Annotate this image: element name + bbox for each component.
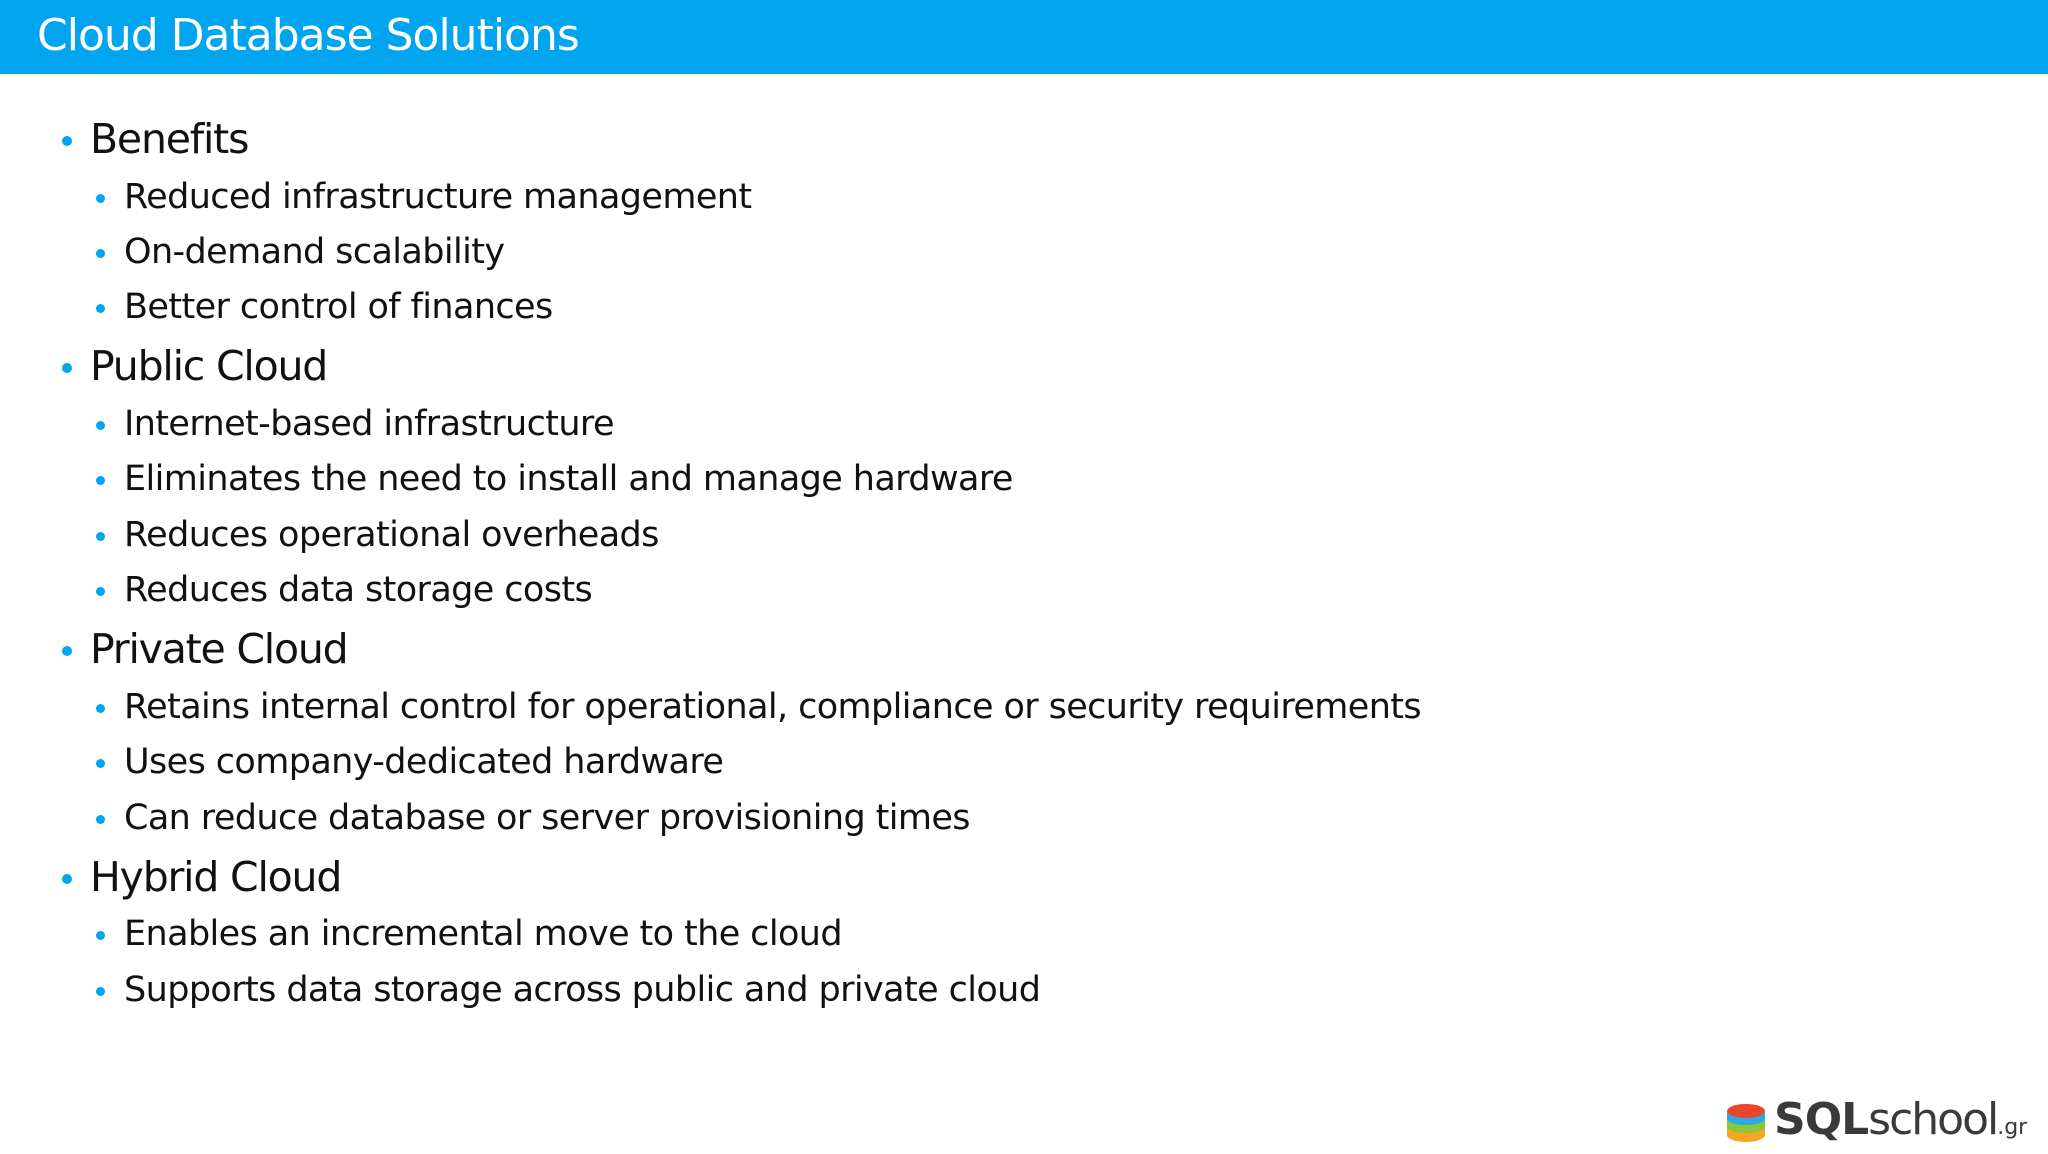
sqlschool-logo bbox=[1722, 1094, 2042, 1146]
list-item-label: Eliminates the need to install and manage hardware bbox=[124, 459, 1013, 499]
logo-text-sql: SQL bbox=[1774, 1094, 1869, 1145]
list-item-label: Uses company-dedicated hardware bbox=[124, 742, 724, 782]
database-stack-icon bbox=[1726, 1101, 1766, 1143]
list-item-label: Reduced infrastructure management bbox=[124, 177, 752, 217]
bullet-icon bbox=[96, 421, 105, 430]
bullet-icon bbox=[96, 704, 105, 713]
section-heading: Benefits bbox=[90, 115, 249, 163]
list-item-label: Retains internal control for operational, compliance or security requirements bbox=[124, 687, 1422, 727]
logo-text-gr: .gr bbox=[1997, 1115, 2028, 1140]
bullet-icon bbox=[96, 931, 105, 940]
list-item-label: On-demand scalability bbox=[124, 232, 505, 272]
bullet-icon bbox=[62, 363, 72, 373]
bullet-icon bbox=[96, 987, 105, 996]
section-heading: Private Cloud bbox=[90, 625, 348, 673]
list-item-label: Internet-based infrastructure bbox=[124, 404, 614, 444]
list-item-label: Better control of finances bbox=[124, 287, 553, 327]
list-item-label: Reduces data storage costs bbox=[124, 570, 593, 610]
bullet-icon bbox=[96, 194, 105, 203]
bullet-icon bbox=[62, 874, 72, 884]
logo-text-school: school bbox=[1868, 1094, 1998, 1145]
list-item-label: Reduces operational overheads bbox=[124, 515, 659, 555]
logo-text bbox=[1774, 1094, 2027, 1154]
section-heading: Public Cloud bbox=[90, 342, 328, 390]
bullet-icon bbox=[96, 249, 105, 258]
slide-title: Cloud Database Solutions bbox=[37, 10, 579, 61]
bullet-icon bbox=[62, 646, 72, 656]
bullet-icon bbox=[96, 476, 105, 485]
bullet-icon bbox=[62, 136, 72, 146]
bullet-icon bbox=[96, 532, 105, 541]
bullet-icon bbox=[96, 759, 105, 768]
list-item-label: Enables an incremental move to the cloud bbox=[124, 914, 842, 954]
bullet-icon bbox=[96, 587, 105, 596]
bullet-icon bbox=[96, 815, 105, 824]
list-item-label: Supports data storage across public and private cloud bbox=[124, 970, 1041, 1010]
bullet-icon bbox=[96, 304, 105, 313]
section-heading: Hybrid Cloud bbox=[90, 853, 342, 901]
list-item-label: Can reduce database or server provisioning times bbox=[124, 798, 970, 838]
